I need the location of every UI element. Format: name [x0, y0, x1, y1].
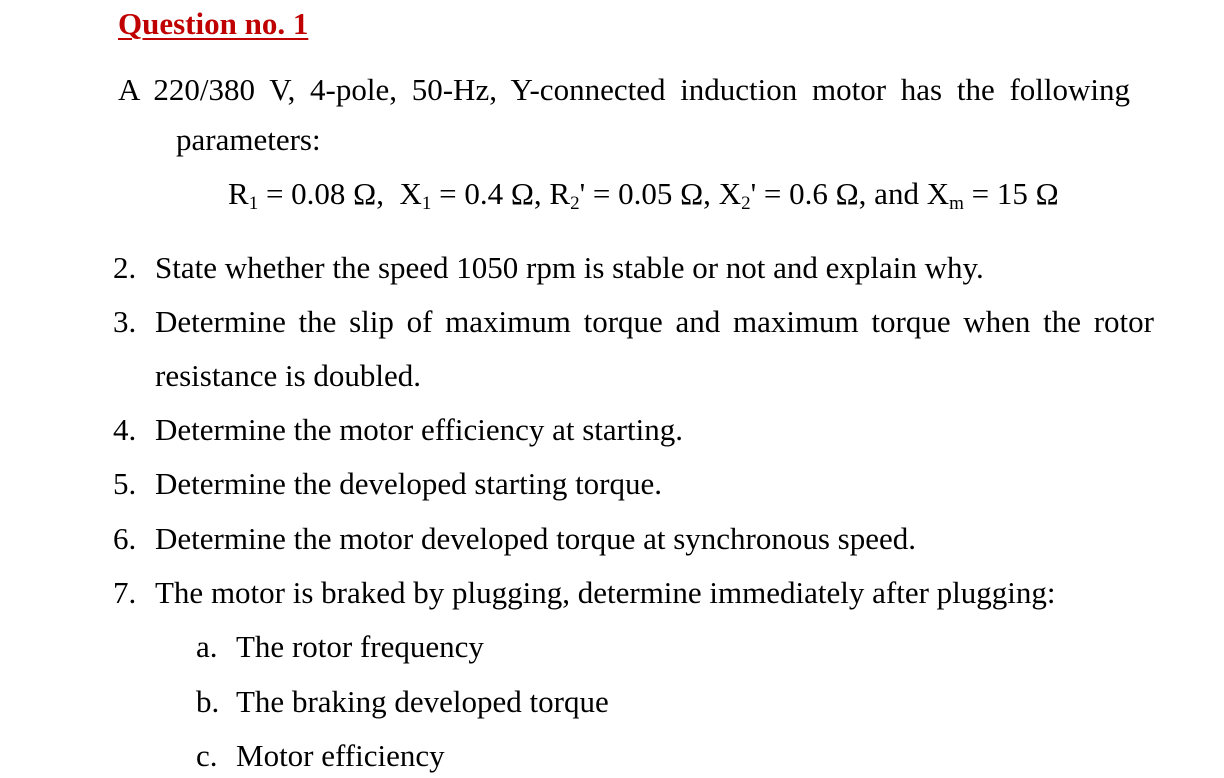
- param-x1-value: = 0.4 Ω,: [431, 176, 550, 211]
- motor-parameters: [228, 172, 1059, 216]
- sub-list-letter: c.: [196, 738, 218, 773]
- list-text: Determine the developed starting torque.: [155, 466, 663, 501]
- sub-list-letter: b.: [196, 684, 220, 719]
- sub-list-item: [196, 625, 796, 669]
- sub-list-letter: a.: [196, 629, 218, 664]
- list-text-continuation: resistance is doubled.: [155, 358, 422, 393]
- list-number: 6.: [113, 521, 137, 556]
- param-r1-symbol: R: [228, 176, 249, 211]
- sub-list-text: The braking developed torque: [236, 684, 609, 719]
- list-text: State whether the speed 1050 rpm is stable or not and explain why.: [155, 250, 984, 285]
- sub-list-text: The rotor frequency: [236, 629, 484, 664]
- list-number: 4.: [113, 412, 137, 447]
- list-item: [113, 408, 1113, 452]
- list-item: [113, 300, 1154, 400]
- question-heading: Question no. 1: [118, 6, 309, 41]
- param-r1-value: = 0.08 Ω,: [258, 176, 400, 211]
- param-x2-subscript: 2: [741, 193, 751, 214]
- param-x1-symbol: X: [399, 176, 422, 211]
- list-number: 2.: [113, 250, 137, 285]
- sub-list-item: [196, 734, 796, 778]
- intro-line-1: A 220/380 V, 4-pole, 50-Hz, Y-connected induction motor has the following: [118, 72, 1130, 107]
- param-xm-value: = 15 Ω: [963, 176, 1059, 211]
- param-r2-symbol: R: [549, 176, 571, 211]
- param-x2-value: ' = 0.6 Ω, and: [750, 176, 927, 211]
- sub-list-item: [196, 680, 796, 724]
- param-xm-symbol: X: [926, 176, 950, 211]
- list-text: Determine the motor developed torque at synchronous speed.: [155, 521, 916, 556]
- list-text: Determine the slip of maximum torque and maximum torque when the rotor: [155, 304, 1154, 339]
- list-number: 3.: [113, 304, 137, 339]
- list-number: 5.: [113, 466, 137, 501]
- list-number: 7.: [113, 575, 137, 610]
- list-text: Determine the motor efficiency at starting.: [155, 412, 683, 447]
- list-item: [113, 462, 1113, 506]
- list-item: [113, 517, 1113, 561]
- sub-list-text: Motor efficiency: [236, 738, 445, 773]
- param-x2-symbol: X: [718, 176, 742, 211]
- intro-line-2: parameters:: [176, 122, 321, 157]
- list-item: [113, 246, 1113, 290]
- param-r2-subscript: 2: [570, 193, 580, 214]
- param-xm-subscript: m: [949, 193, 964, 214]
- param-x1-subscript: 1: [421, 193, 432, 214]
- param-r2-value: ' = 0.05 Ω,: [579, 176, 719, 211]
- list-text: The motor is braked by plugging, determine immediately after plugging:: [155, 575, 1056, 610]
- param-r1-subscript: 1: [248, 193, 259, 214]
- list-item: [113, 571, 1113, 615]
